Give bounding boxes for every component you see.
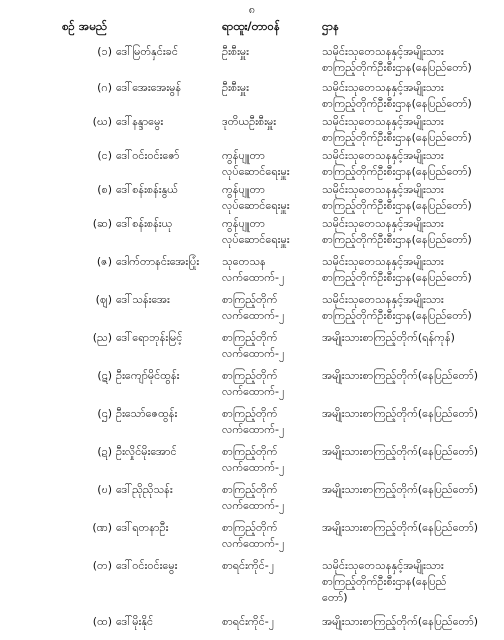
row-position (222, 520, 318, 552)
header-no-name: စဉ် အမည် (62, 19, 108, 33)
row-department (322, 444, 492, 460)
row-position (222, 614, 318, 630)
row-position (222, 482, 318, 514)
row-department (322, 114, 492, 146)
row-department (322, 482, 492, 498)
row-position (222, 114, 318, 130)
row-number: (ဏ) (92, 521, 112, 534)
row-number: (ဋ) (97, 369, 112, 382)
position-line: လက်ထောက်-၂ (222, 499, 285, 512)
row-number: (ဂ) (97, 81, 112, 94)
row-department (322, 182, 492, 214)
row-number: (၁) (97, 45, 112, 58)
position-line: လုပ်ဆောင်ရေးမှူး (222, 233, 290, 246)
row-position (222, 292, 318, 324)
department-line: စာကြည့်တိုက်ဦးစီးဌာန(နေပြည် (322, 575, 447, 588)
position-line: စာကြည့်တိုက် (222, 331, 278, 344)
position-line: စာကြည့်တိုက် (222, 521, 278, 534)
row-name: ဒေါ်မိုးနိုင် (116, 615, 154, 628)
department-line: သမိုင်းသုတေသနနှင့်အမျိုးသား (322, 45, 444, 58)
row-number: (ဆ) (92, 217, 112, 230)
row-number: (ဎ) (97, 483, 112, 496)
row-position (222, 80, 318, 96)
row-name: ဒေါ်စန်းစန်းယု (116, 217, 173, 230)
department-line: စာကြည့်တိုက်ဦးစီးဌာန(နေပြည်တော်) (322, 271, 472, 284)
department-line: အမျိုးသားစာကြည့်တိုက်(နေပြည်တော်) (322, 407, 479, 420)
row-number: (င) (97, 149, 112, 162)
row-number: (ဇ) (96, 255, 112, 268)
department-line: အမျိုးသားစာကြည့်တိုက်(ရန်ကုန်) (322, 331, 455, 344)
position-line: လက်ထောက်-၂ (222, 537, 285, 550)
row-number: (ဍ) (97, 445, 112, 458)
position-line: ဒုတိယဦးစီးမှူး (222, 115, 277, 128)
position-line: ကွန်ပျူတာ (222, 183, 265, 196)
row-department (322, 254, 492, 286)
position-line: စာကြည့်တိုက် (222, 369, 278, 382)
position-line: လက်ထောက်-၂ (222, 423, 285, 436)
department-line: တော်) (322, 591, 348, 604)
position-line: စာရင်းကိုင်-၂ (222, 559, 275, 572)
department-line: သမိုင်းသုတေသနနှင့်အမျိုးသား (322, 115, 444, 128)
department-line: အမျိုးသားစာကြည့်တိုက်(နေပြည်တော်) (322, 369, 479, 382)
department-line: အမျိုးသားစာကြည့်တိုက်(နေပြည်တော်) (322, 445, 479, 458)
department-line: သမိုင်းသုတေသနနှင့်အမျိုးသား (322, 81, 444, 94)
row-position (222, 148, 318, 180)
department-line: သမိုင်းသုတေသနနှင့်အမျိုးသား (322, 149, 444, 162)
row-position (222, 406, 318, 438)
department-line: သမိုင်းသုတေသနနှင့်အမျိုးသား (322, 217, 444, 230)
header-position: ရာထူး/တာဝန် (222, 19, 280, 33)
position-line: စာကြည့်တိုက် (222, 483, 278, 496)
row-department (322, 406, 492, 422)
row-department (322, 558, 492, 606)
row-position (222, 182, 318, 214)
row-number: (ထ) (92, 615, 112, 628)
row-position (222, 216, 318, 248)
row-number: (တ) (92, 559, 112, 572)
department-line: စာကြည့်တိုက်ဦးစီးဌာန(နေပြည်တော်) (322, 233, 472, 246)
department-line: စာကြည့်တိုက်ဦးစီးဌာန(နေပြည်တော်) (322, 309, 472, 322)
department-line: သမိုင်းသုတေသနနှင့်အမျိုးသား (322, 255, 444, 268)
row-department (322, 80, 492, 112)
department-line: အမျိုးသားစာကြည့်တိုက်(နေပြည်တော်) (322, 483, 479, 496)
position-line: ကွန်ပျူတာ (222, 149, 265, 162)
row-department (322, 216, 492, 248)
row-department (322, 44, 492, 76)
row-department (322, 614, 492, 630)
row-position (222, 254, 318, 286)
row-name: ဦးသော်ဇေထွန်း (116, 407, 178, 420)
row-name: ဒေါ်အေးအေးမွန် (116, 81, 182, 94)
department-line: စာကြည့်တိုက်ဦးစီးဌာန(နေပြည်တော်) (322, 97, 472, 110)
position-line: စာကြည့်တိုက် (222, 293, 278, 306)
position-line: ဦးစီးမှူး (222, 81, 249, 94)
row-number: (ည) (92, 331, 112, 344)
position-line: စာကြည့်တိုက် (222, 407, 278, 420)
position-line: ဦးစီးမှူး (222, 45, 249, 58)
department-line: အမျိုးသားစာကြည့်တိုက်(နေပြည်တော်) (322, 521, 479, 534)
row-department (322, 292, 492, 324)
table-header (0, 18, 504, 36)
position-line: သုတေသန (222, 255, 266, 268)
row-number: (ဈ) (95, 293, 112, 306)
row-name: ဒေါ်သန်းအေး (116, 293, 170, 306)
row-name: ဒေါ်ဝင်းဝင်းဇော် (116, 149, 180, 162)
row-name: ဒေါ်ညိုညိုသန်း (116, 483, 173, 496)
row-position (222, 558, 318, 574)
row-number: (ဌ) (97, 407, 112, 420)
position-line: လက်ထောက်-၂ (222, 347, 285, 360)
row-name: ဦးကျော်မိုင်ထွန်း (116, 369, 180, 382)
row-name: ဒေါ်စန်းစန်းနွယ် (116, 183, 178, 196)
department-line: သမိုင်းသုတေသနနှင့်အမျိုးသား (322, 293, 444, 306)
header-department: ဌာန (322, 19, 340, 33)
position-line: လုပ်ဆောင်ရေးမှူး (222, 165, 290, 178)
row-number: (စ) (97, 183, 112, 196)
position-line: လုပ်ဆောင်ရေးမှူး (222, 199, 290, 212)
position-line: လက်ထောက်-၂ (222, 461, 285, 474)
position-line: လက်ထောက်-၂ (222, 385, 285, 398)
row-position (222, 368, 318, 400)
row-department (322, 148, 492, 180)
position-line: ကွန်ပျူတာ (222, 217, 265, 230)
department-line: စာကြည့်တိုက်ဦးစီးဌာန(နေပြည်တော်) (322, 61, 472, 74)
row-name: ဒေါ်မြတ်နှင်းခင် (116, 45, 178, 58)
department-line: စာကြည့်တိုက်ဦးစီးဌာန(နေပြည်တော်) (322, 131, 472, 144)
row-name: ဒေါ်ဝင်းဝင်းမွေး (116, 559, 178, 572)
department-line: စာကြည့်တိုက်ဦးစီးဌာန(နေပြည်တော်) (322, 165, 472, 178)
department-line: သမိုင်းသုတေသနနှင့်အမျိုးသား (322, 183, 444, 196)
row-department (322, 368, 492, 384)
row-department (322, 520, 492, 536)
row-number: (ဃ) (92, 115, 112, 128)
page-number: ၈ (248, 3, 256, 16)
row-position (222, 444, 318, 476)
row-name: ဦးလှိုင်မိုးအောင် (116, 445, 177, 458)
position-line: စာကြည့်တိုက် (222, 445, 278, 458)
position-line: လက်ထောက်-၂ (222, 271, 285, 284)
row-position (222, 330, 318, 362)
row-name: ဒေါက်တာနင်းအေးပြုံး (116, 255, 200, 268)
position-line: လက်ထောက်-၂ (222, 309, 285, 322)
row-name: ဒေါ်ရောဘုန်းမြင့် (116, 331, 183, 344)
row-name: ဒေါ်နန္ဒာမွေး (116, 115, 164, 128)
department-line: အမျိုးသားစာကြည့်တိုက်(နေပြည်တော်) (322, 615, 479, 628)
row-department (322, 330, 492, 346)
row-position (222, 44, 318, 60)
position-line: စာရင်းကိုင်-၂ (222, 615, 275, 628)
row-name: ဒေါ်ရတနာဦး (116, 521, 169, 534)
department-line: သမိုင်းသုတေသနနှင့်အမျိုးသား (322, 559, 444, 572)
department-line: စာကြည့်တိုက်ဦးစီးဌာန(နေပြည်တော်) (322, 199, 472, 212)
